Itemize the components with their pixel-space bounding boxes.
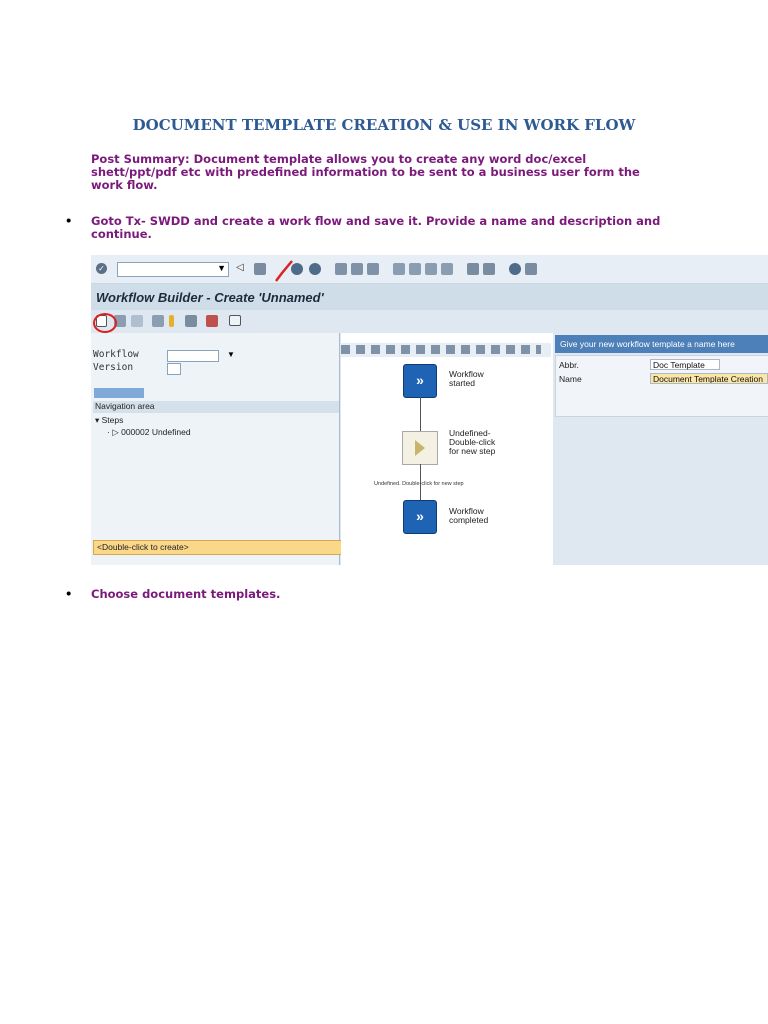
name-prompt-header: Give your new workflow template a name here xyxy=(555,335,768,353)
bullet-dot: • xyxy=(65,587,73,601)
back-icon[interactable]: ◁ xyxy=(236,262,244,273)
double-click-create-bar[interactable]: <Double-click to create> xyxy=(93,540,342,555)
red-tick-mark xyxy=(274,259,294,283)
page-prev-icon[interactable] xyxy=(409,263,421,275)
window-title: Workflow Builder - Create 'Unnamed' xyxy=(96,290,324,305)
workflow-canvas xyxy=(341,333,553,565)
workflow-input[interactable] xyxy=(167,350,219,362)
command-field[interactable] xyxy=(117,262,229,277)
cancel-icon[interactable] xyxy=(309,263,321,275)
abbr-label: Abbr. xyxy=(559,360,579,370)
edit-icon[interactable] xyxy=(131,315,143,327)
version-select[interactable] xyxy=(167,363,181,375)
workflow-started-node[interactable]: » xyxy=(403,364,437,398)
navigation-arrows-icon[interactable] xyxy=(94,388,144,398)
application-toolbar xyxy=(91,310,768,332)
page-next-icon[interactable] xyxy=(425,263,437,275)
connector-line xyxy=(420,397,421,431)
print-icon[interactable] xyxy=(335,263,347,275)
sap-screenshot xyxy=(91,255,768,565)
bullet-text: Choose document templates. xyxy=(91,587,281,601)
document-title: DOCUMENT TEMPLATE CREATION & USE IN WORK FLOW xyxy=(132,116,636,134)
undefined-step-label: Undefined- Double-click for new step xyxy=(449,428,496,456)
page-first-icon[interactable] xyxy=(393,263,405,275)
tree-item[interactable]: · ▷ 000002 Undefined xyxy=(107,427,191,437)
left-pane xyxy=(91,333,340,565)
test-icon[interactable] xyxy=(206,315,218,327)
window-titlebar xyxy=(91,284,768,310)
name-field[interactable]: Document Template Creation xyxy=(650,373,768,384)
container-icon[interactable] xyxy=(185,315,197,327)
workflow-label: Workflow xyxy=(93,349,139,360)
workflow-completed-node[interactable]: » xyxy=(403,500,437,534)
name-label: Name xyxy=(559,374,582,384)
tree-root-label: Steps xyxy=(101,415,124,425)
binding-icon[interactable] xyxy=(152,315,164,327)
canvas-toolbar-icons[interactable] xyxy=(341,345,541,354)
help-icon[interactable] xyxy=(509,263,521,275)
new-session-icon[interactable] xyxy=(467,263,479,275)
enter-icon[interactable]: ✓ xyxy=(96,263,107,274)
info-icon[interactable] xyxy=(169,315,174,327)
system-toolbar xyxy=(91,255,768,284)
play-icon xyxy=(403,432,437,464)
workflow-completed-label: Workflow completed xyxy=(449,506,489,525)
red-circle-highlight xyxy=(93,313,117,333)
layout-icon[interactable] xyxy=(525,263,537,275)
settings-icon[interactable] xyxy=(229,315,241,326)
edge-label: Undefined. Double-click for new step xyxy=(374,481,464,487)
chevron-down-icon[interactable]: ▼ xyxy=(227,350,235,359)
find-next-icon[interactable] xyxy=(367,263,379,275)
bullet-text: Goto Tx- SWDD and create a work flow and save it. Provide a name and description and continue. xyxy=(91,214,661,241)
abbr-field[interactable]: Doc Template xyxy=(650,359,720,370)
chevron-down-icon[interactable]: ▼ xyxy=(217,263,226,273)
workflow-started-label: Workflow started xyxy=(449,369,484,388)
page-last-icon[interactable] xyxy=(441,263,453,275)
canvas-toolbar xyxy=(341,343,551,357)
version-label: Version xyxy=(93,362,134,373)
shortcut-icon[interactable] xyxy=(483,263,495,275)
tree-root[interactable]: ▾ Steps xyxy=(95,415,124,425)
find-icon[interactable] xyxy=(351,263,363,275)
bullet-dot: • xyxy=(65,214,73,228)
name-form xyxy=(555,355,768,417)
navigation-area-header: Navigation area xyxy=(93,401,339,413)
save-icon[interactable] xyxy=(254,263,266,275)
undefined-step-node[interactable] xyxy=(402,431,438,465)
tree-item-label: 000002 Undefined xyxy=(121,427,191,437)
post-summary: Post Summary: Document template allows you to create any word doc/excel shett/ppt/pdf etc with predefined information to be sent to a business user form the work flow. xyxy=(91,152,640,192)
